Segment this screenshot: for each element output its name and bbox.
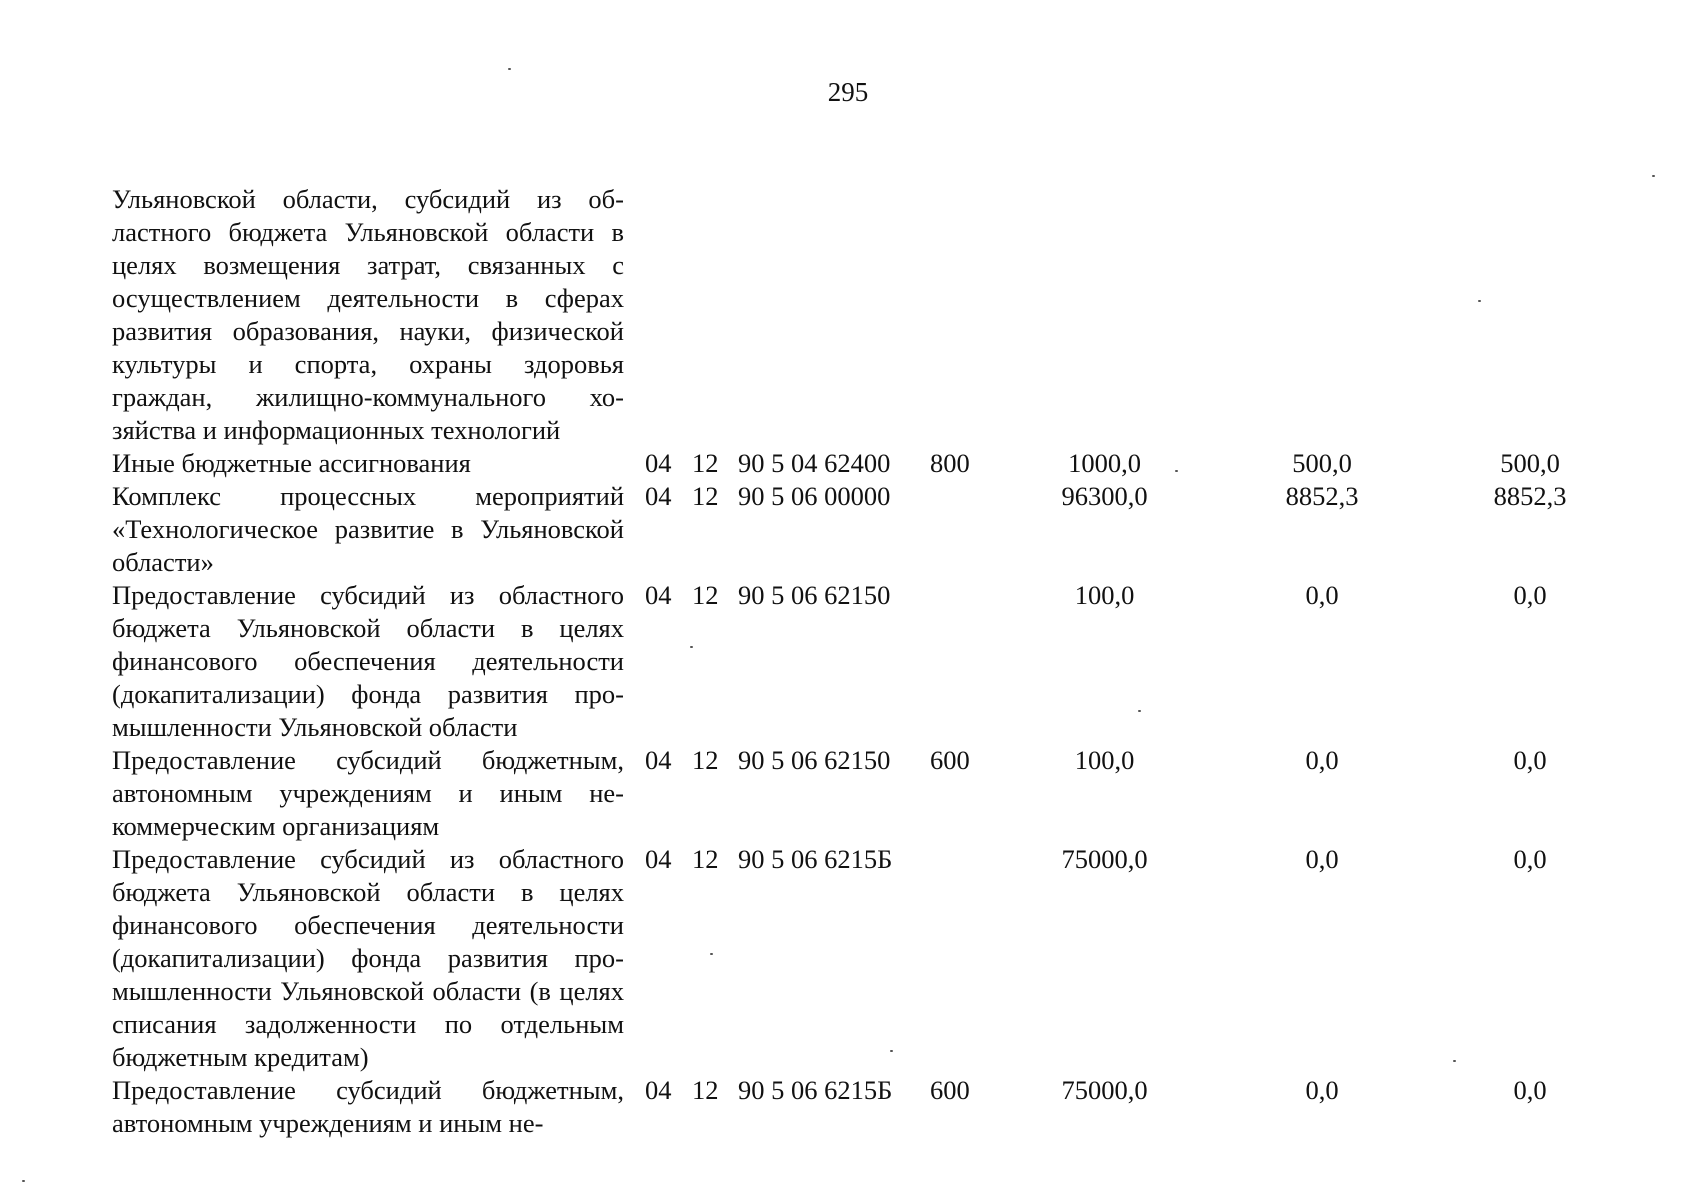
- subsection-code: 12: [692, 448, 719, 478]
- subsection-code: 12: [692, 580, 719, 610]
- target-article-code: 90 5 04 62400: [738, 448, 891, 478]
- expense-type-code: 800: [930, 448, 970, 478]
- expense-type-code: 600: [930, 1075, 970, 1105]
- amount-year-2: 0,0: [1305, 844, 1339, 874]
- scan-speck: [1652, 175, 1655, 177]
- subsection-code: 12: [692, 1075, 719, 1105]
- section-code: 04: [645, 481, 672, 511]
- scan-speck: [22, 1180, 25, 1182]
- amount-year-2: 0,0: [1305, 1075, 1339, 1105]
- expense-type-code: 600: [930, 745, 970, 775]
- subsection-code: 12: [692, 481, 719, 511]
- section-code: 04: [645, 448, 672, 478]
- section-code: 04: [645, 745, 672, 775]
- amount-year-1: 96300,0: [1061, 481, 1148, 511]
- scan-speck: [508, 68, 511, 70]
- budget-table: [112, 183, 1572, 1140]
- table-row: [112, 744, 1572, 843]
- scan-speck: [1478, 300, 1481, 302]
- amount-year-1: 100,0: [1074, 745, 1135, 775]
- scan-speck: [710, 953, 713, 955]
- scan-speck: [1453, 1060, 1456, 1062]
- target-article-code: 90 5 06 6215Б: [738, 1075, 893, 1105]
- row-description: Ульяновской области, субсидий из областного бюджета Ульяновской области в целях возмещения затрат, связанных с осуществлением деятельности в сферах развития образования, науки, физической культуры и спорта, охраны здоровья граждан, жилищно-коммунального хозяйства и информационных технологий: [112, 184, 624, 445]
- target-article-code: 90 5 06 62150: [738, 580, 891, 610]
- amount-year-1: 75000,0: [1061, 1075, 1148, 1105]
- target-article-code: 90 5 06 00000: [738, 481, 891, 511]
- page-number: 295: [827, 77, 869, 107]
- scan-speck: [1175, 470, 1178, 472]
- table-row: [112, 447, 1572, 480]
- table-row: [112, 1074, 1572, 1140]
- row-description: Предоставление субсидий бюджетным, автономным учреждениям и иным некоммерческим организациям: [112, 745, 624, 841]
- amount-year-2: 0,0: [1305, 745, 1339, 775]
- scan-speck: [1138, 710, 1141, 712]
- amount-year-3: 8852,3: [1493, 481, 1567, 511]
- amount-year-3: 0,0: [1513, 745, 1547, 775]
- amount-year-2: 0,0: [1305, 580, 1339, 610]
- row-description: Иные бюджетные ассигнования: [112, 448, 471, 478]
- amount-year-1: 1000,0: [1068, 448, 1141, 478]
- section-code: 04: [645, 844, 672, 874]
- amount-year-3: 0,0: [1513, 1075, 1547, 1105]
- row-description: Предоставление субсидий бюджетным, автономным учреждениям и иным не-: [112, 1075, 624, 1138]
- scan-speck: [690, 646, 693, 648]
- table-row: [112, 183, 1572, 447]
- row-description: Предоставление субсидий из областного бюджета Ульяновской области в целях финансового обеспечения деятельности (докапитализации) фонда развития промышленности Ульяновской области: [112, 580, 624, 742]
- amount-year-2: 500,0: [1292, 448, 1352, 478]
- table-row: [112, 579, 1572, 744]
- amount-year-1: 75000,0: [1061, 844, 1148, 874]
- scan-speck: [890, 1050, 893, 1052]
- section-code: 04: [645, 580, 672, 610]
- subsection-code: 12: [692, 844, 719, 874]
- subsection-code: 12: [692, 745, 719, 775]
- amount-year-2: 8852,3: [1285, 481, 1359, 511]
- amount-year-3: 500,0: [1500, 448, 1560, 478]
- amount-year-3: 0,0: [1513, 844, 1547, 874]
- amount-year-3: 0,0: [1513, 580, 1547, 610]
- amount-year-1: 100,0: [1074, 580, 1135, 610]
- row-description: Комплекс процессных мероприятий «Технологическое развитие в Ульяновской области»: [112, 481, 624, 577]
- row-description: Предоставление субсидий из областного бюджета Ульяновской области в целях финансового обеспечения деятельности (докапитализации) фонда развития промышленности Ульяновской области (в целях списания задолженности по отдельным бюджетным кредитам): [112, 844, 624, 1072]
- target-article-code: 90 5 06 6215Б: [738, 844, 893, 874]
- table-row: [112, 480, 1572, 579]
- section-code: 04: [645, 1075, 672, 1105]
- target-article-code: 90 5 06 62150: [738, 745, 891, 775]
- table-row: [112, 843, 1572, 1074]
